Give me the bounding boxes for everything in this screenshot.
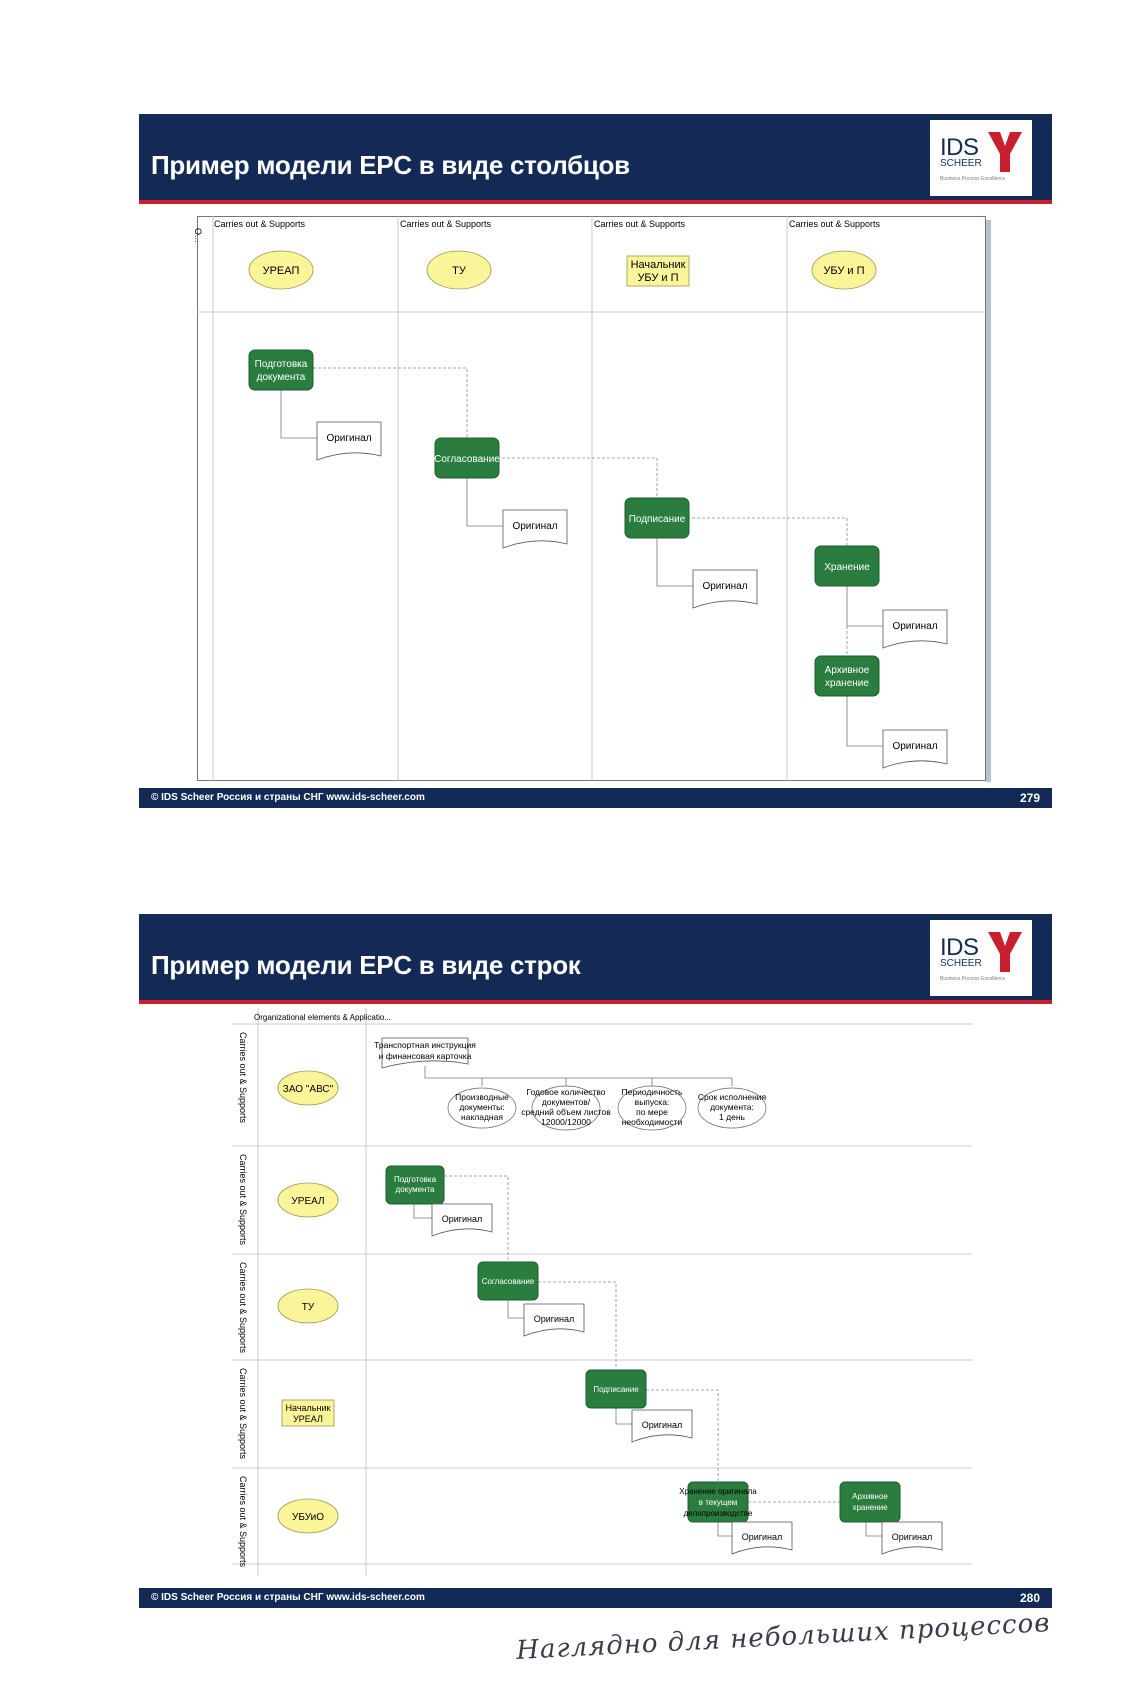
org-unit-label: ЗАО "АВС": [282, 1084, 334, 1095]
attribute-label: Срок исполнения: [697, 1092, 767, 1102]
attribute-label: документа:: [710, 1102, 754, 1112]
document-label: Оригинал: [441, 1214, 483, 1224]
lane-label: Carries out & Supports: [400, 219, 492, 229]
lane-label: Carries out & Supports: [238, 1032, 248, 1124]
document-label: Оригинал: [512, 521, 558, 532]
org-unit-label: Начальник: [285, 1403, 331, 1413]
document-label: Транспортная инструкция: [374, 1040, 476, 1050]
org-unit-label: ТУ: [301, 1302, 315, 1313]
handwritten-note: Наглядно для небольших процессов: [515, 1608, 1052, 1666]
function-label: хранение: [825, 678, 869, 689]
function-label: Архивное: [852, 1492, 888, 1501]
org-unit-label: УБУ и П: [823, 265, 865, 277]
org-unit-label: УБУ и П: [637, 272, 679, 284]
page-number: 279: [1019, 791, 1040, 805]
slide-title: Пример модели EPC в виде столбцов: [151, 150, 630, 180]
header-red-line: [139, 200, 1052, 204]
function-label: делопроизводстве: [683, 1509, 753, 1518]
function-label: Подготовка: [393, 1175, 437, 1184]
logo-scheer-text: SCHEER: [940, 958, 982, 969]
ids-scheer-logo: [930, 920, 1032, 996]
function-label: Подготовка: [254, 359, 308, 370]
logo-ids-text: IDS: [940, 134, 979, 161]
document-label: Оригинал: [741, 1532, 783, 1542]
document-label: Оригинал: [641, 1420, 683, 1430]
slide-header: [139, 114, 1052, 202]
header-red-line: [139, 1000, 1052, 1004]
slide-header: [139, 914, 1052, 1002]
slide-epc-columns: [139, 114, 1052, 808]
lane-label: Carries out & Supports: [238, 1368, 248, 1460]
document-label: Оригинал: [533, 1314, 575, 1324]
org-unit-label: УБУиО: [292, 1512, 324, 1523]
attribute-label: 12000/12000: [541, 1117, 591, 1127]
function-label: Согласование: [434, 454, 500, 465]
logo-scheer-text: SCHEER: [940, 158, 982, 169]
ids-scheer-logo: [930, 120, 1032, 196]
lane-label: Carries out & Supports: [594, 219, 686, 229]
logo-y-icon: [988, 932, 1022, 972]
document-label: Оригинал: [326, 433, 372, 444]
function-archive-storage: [840, 1482, 900, 1522]
attribute-label: необходимости: [621, 1117, 683, 1127]
attribute-label: Годовое количество: [526, 1087, 606, 1097]
logo-tagline: Business Process Excellence: [940, 976, 1006, 982]
epc-row-diagram: [232, 1008, 972, 1578]
attribute-label: Производные: [455, 1092, 509, 1102]
function-prepare-document: [249, 350, 313, 390]
function-label: Хранение: [824, 562, 870, 573]
function-label: Архивное: [824, 665, 870, 676]
function-label: Согласование: [481, 1277, 535, 1286]
org-unit-label: УРЕАЛ: [291, 1196, 325, 1207]
attribute-label: документы:: [459, 1102, 505, 1112]
function-label: Хранение оригинала: [679, 1487, 757, 1496]
org-unit-label: УРЕАЛ: [293, 1414, 323, 1424]
document-label: Оригинал: [892, 621, 938, 632]
lane-label: Carries out & Supports: [238, 1476, 248, 1568]
function-archive-storage: [815, 656, 879, 696]
attribute-label: 1 день: [719, 1112, 745, 1122]
corner-label: O...: [193, 228, 203, 243]
org-unit-label: УРЕАП: [262, 265, 300, 277]
org-unit-label: ТУ: [452, 265, 466, 277]
page-number: 280: [1019, 1591, 1040, 1605]
logo-ids-text: IDS: [940, 934, 979, 961]
function-label: документа: [395, 1185, 435, 1194]
attribute-label: накладная: [461, 1112, 503, 1122]
org-unit-label: Начальник: [630, 259, 686, 271]
attribute-label: выпуска:: [634, 1097, 670, 1107]
function-label: в текущем: [698, 1498, 738, 1507]
logo-y-icon: [988, 132, 1022, 172]
lane-label: Carries out & Supports: [214, 219, 306, 229]
attribute-label: средний объем листов: [521, 1107, 611, 1117]
epc-column-diagram: [193, 216, 987, 782]
lane-label: Carries out & Supports: [789, 219, 881, 229]
attribute-label: Периодичность: [621, 1087, 683, 1097]
document-label: Оригинал: [891, 1532, 933, 1542]
document-label: Оригинал: [702, 581, 748, 592]
slide-title: Пример модели EPC в виде строк: [151, 950, 581, 980]
footer-copyright: © IDS Scheer Россия и страны СНГ www.ids-scheer.com: [151, 1592, 425, 1603]
function-label: Подписание: [628, 514, 686, 525]
function-label: хранение: [852, 1503, 888, 1512]
slide-footer: [139, 788, 1052, 808]
function-label: Подписание: [593, 1385, 639, 1394]
slide-footer: [139, 1588, 1052, 1608]
slide-epc-rows: [139, 914, 1052, 1608]
document-label: и финансовая карточка: [378, 1051, 472, 1061]
lane-label: Carries out & Supports: [238, 1262, 248, 1354]
attribute-label: по мере: [636, 1107, 668, 1117]
lane-label: Carries out & Supports: [238, 1154, 248, 1246]
header-label: Organizational elements & Applicatio...: [254, 1013, 391, 1022]
function-label: документа: [256, 372, 306, 383]
attribute-label: документов/: [541, 1097, 591, 1107]
footer-copyright: © IDS Scheer Россия и страны СНГ www.ids-scheer.com: [151, 792, 425, 803]
logo-tagline: Business Process Excellence: [940, 176, 1006, 182]
document-label: Оригинал: [892, 741, 938, 752]
